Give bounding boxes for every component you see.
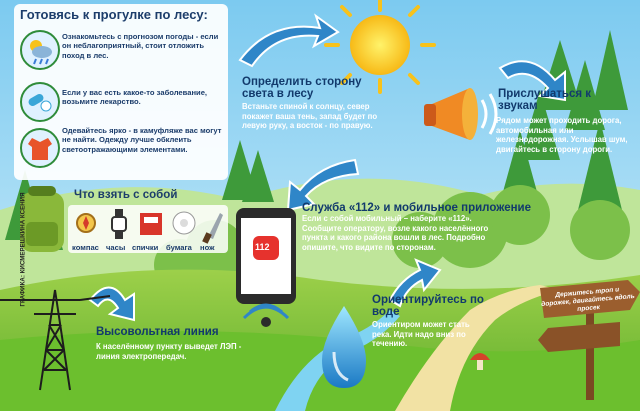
sun-section-text: Встаньте спиной к солнцу, север покажет ваша тень, запад будет по левую руку, а восток - по правую. <box>242 102 378 131</box>
signpost-text: Держитесь троп и дорожек, двигайтесь вдоль просек <box>540 286 635 313</box>
service-section-title: Служба «112» и мобильное приложение <box>302 202 532 214</box>
item-label-paper: бумага <box>166 243 192 252</box>
sound-section-text: Рядом может проходить дорога, автомобильная или железнодорожная. Услышав шум, двигайтесь в сторону дороги. <box>496 116 628 154</box>
item-label-compass: компас <box>72 243 99 252</box>
paper-icon <box>173 212 195 234</box>
power-section-text: К населённому пункту выведет ЛЭП - линия электропередач. <box>96 342 242 361</box>
tip-medicine: Если у вас есть какое-то заболевание, возьмите лекарство. <box>62 88 208 107</box>
watch-icon <box>112 209 126 239</box>
compass-icon <box>77 214 95 232</box>
graphics-credit: ГРАФИКА: КИСМЕРЕШКИНА КСЕНИЯ <box>19 192 27 307</box>
tip-weather: Ознакомьтесь с прогнозом погоды - если он неблагоприятный, стоит отложить поход в лес. <box>62 32 219 60</box>
item-label-knife: нож <box>200 243 215 252</box>
tip-clothes: Одевайтесь ярко - в камуфляже вас могут не найти. Одежду лучше обклеить светоотражающими элементами. <box>62 126 222 154</box>
water-section-text: Ориентиром может стать река. Идти надо вниз по течению. <box>372 320 470 349</box>
clothes-icon <box>20 128 60 168</box>
weather-cloud-icon <box>20 30 60 70</box>
power-section-title: Высовольтная линия <box>96 326 219 338</box>
backpack-icon <box>20 186 64 252</box>
sound-section-title: Прислушаться к звукам <box>498 88 592 112</box>
water-section-title: Ориентируйтесь по воде <box>372 294 484 318</box>
item-label-matches: спички <box>132 243 159 252</box>
phone-screen-number: 112 <box>255 242 270 252</box>
medicine-pills-icon <box>20 82 60 122</box>
service-section-text: Если с собой мобильный – наберите «112». Сообщите оператору, возле какого населённого пункта и какого района вошли в лес. Подробно опишите, что видите по сторонам. <box>302 214 489 252</box>
matches-icon <box>140 213 162 235</box>
item-label-watch: часы <box>106 243 126 252</box>
preparation-title: Готовясь к прогулке по лесу: <box>20 7 208 22</box>
sun-section-title: Определить сторону света в лесу <box>242 76 362 100</box>
bring-title: Что взять с собой <box>74 189 178 201</box>
knife-icon <box>202 213 223 244</box>
